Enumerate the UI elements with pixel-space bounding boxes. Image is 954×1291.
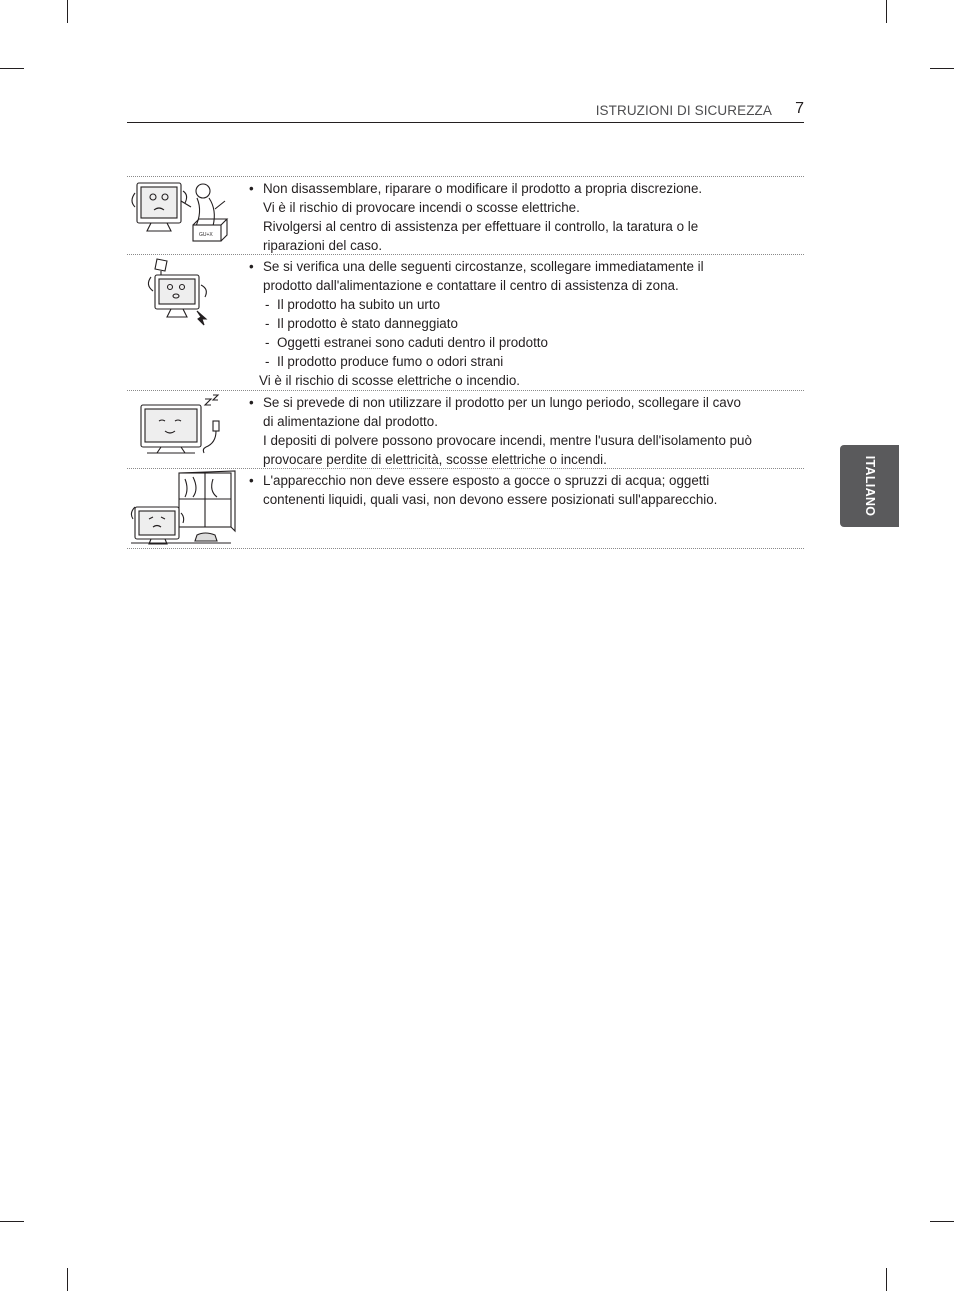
- list-item-text: Il prodotto è stato danneggiato: [277, 316, 458, 331]
- text-line: prodotto dall'alimentazione e contattare il centro di assistenza di zona.: [263, 278, 679, 293]
- text-line: di alimentazione dal prodotto.: [263, 414, 438, 429]
- text-line: Se si prevede di non utilizzare il prodotto per un lungo periodo, scollegare il cavo: [263, 395, 741, 410]
- dash-marker: -: [265, 335, 270, 350]
- safety-row: [127, 255, 804, 391]
- warning-note: Vi è il rischio di scosse elettriche o incendio.: [259, 373, 520, 388]
- text-line: Se si verifica una delle seguenti circostanze, scollegare immediatamente il: [263, 259, 704, 274]
- text-line: Rivolgersi al centro di assistenza per effettuare il controllo, la taratura o le: [263, 219, 699, 234]
- safety-text: [237, 255, 804, 390]
- crop-mark: [886, 1268, 887, 1291]
- tv-disassembly-warning-icon: [127, 177, 237, 254]
- tv-sleeping-unplugged-icon: [127, 391, 237, 468]
- bullet-point: •: [249, 473, 254, 488]
- svg-text:GU+X: GU+X: [199, 232, 213, 238]
- safety-table: [127, 176, 804, 549]
- page-header: [127, 100, 804, 123]
- safety-row: [127, 177, 804, 255]
- text-line: Vi è il rischio di provocare incendi o scosse elettriche.: [263, 200, 580, 215]
- section-title: ISTRUZIONI DI SICUREZZA: [595, 103, 772, 118]
- list-item-text: Il prodotto ha subito un urto: [277, 297, 441, 312]
- safety-text: [237, 177, 804, 254]
- list-item: [263, 295, 790, 314]
- bullet-point: •: [249, 395, 254, 410]
- safety-row: [127, 391, 804, 469]
- page-number: 7: [795, 100, 804, 117]
- safety-text: [237, 391, 804, 468]
- text-line: L'apparecchio non deve essere esposto a gocce o spruzzi di acqua; oggetti: [263, 473, 710, 488]
- text-line: I depositi di polvere possono provocare incendi, mentre l'usura dell'isolamento può: [263, 433, 752, 448]
- crop-mark: [0, 1221, 24, 1222]
- bullet-point: •: [249, 181, 254, 196]
- list-item: [263, 352, 790, 371]
- tv-water-splash-window-icon: [127, 469, 237, 548]
- language-tab-label: ITALIANO: [862, 455, 877, 517]
- list-item-text: Il prodotto produce fumo o odori strani: [277, 354, 504, 369]
- text-line: contenenti liquidi, quali vasi, non devono essere posizionati sull'apparecchio.: [263, 492, 718, 507]
- tv-damaged-unplug-icon: [127, 255, 237, 390]
- text-line: riparazioni del caso.: [263, 238, 383, 253]
- safety-row: [127, 469, 804, 549]
- text-line: Non disassemblare, riparare o modificare il prodotto a propria discrezione.: [263, 181, 703, 196]
- crop-mark: [930, 1221, 954, 1222]
- dash-marker: -: [265, 316, 270, 331]
- crop-mark: [930, 68, 954, 69]
- bullet-point: •: [249, 259, 254, 274]
- crop-mark: [67, 1268, 68, 1291]
- crop-mark: [67, 0, 68, 23]
- crop-mark: [886, 0, 887, 23]
- list-item: [263, 333, 790, 352]
- safety-text: [237, 469, 804, 548]
- dash-marker: -: [265, 354, 270, 369]
- text-line: provocare perdite di elettricità, scosse elettriche o incendi.: [263, 452, 607, 467]
- dash-marker: -: [265, 297, 270, 312]
- list-item-text: Oggetti estranei sono caduti dentro il prodotto: [277, 335, 548, 350]
- language-tab: [840, 445, 899, 527]
- crop-mark: [0, 68, 24, 69]
- list-item: [263, 314, 790, 333]
